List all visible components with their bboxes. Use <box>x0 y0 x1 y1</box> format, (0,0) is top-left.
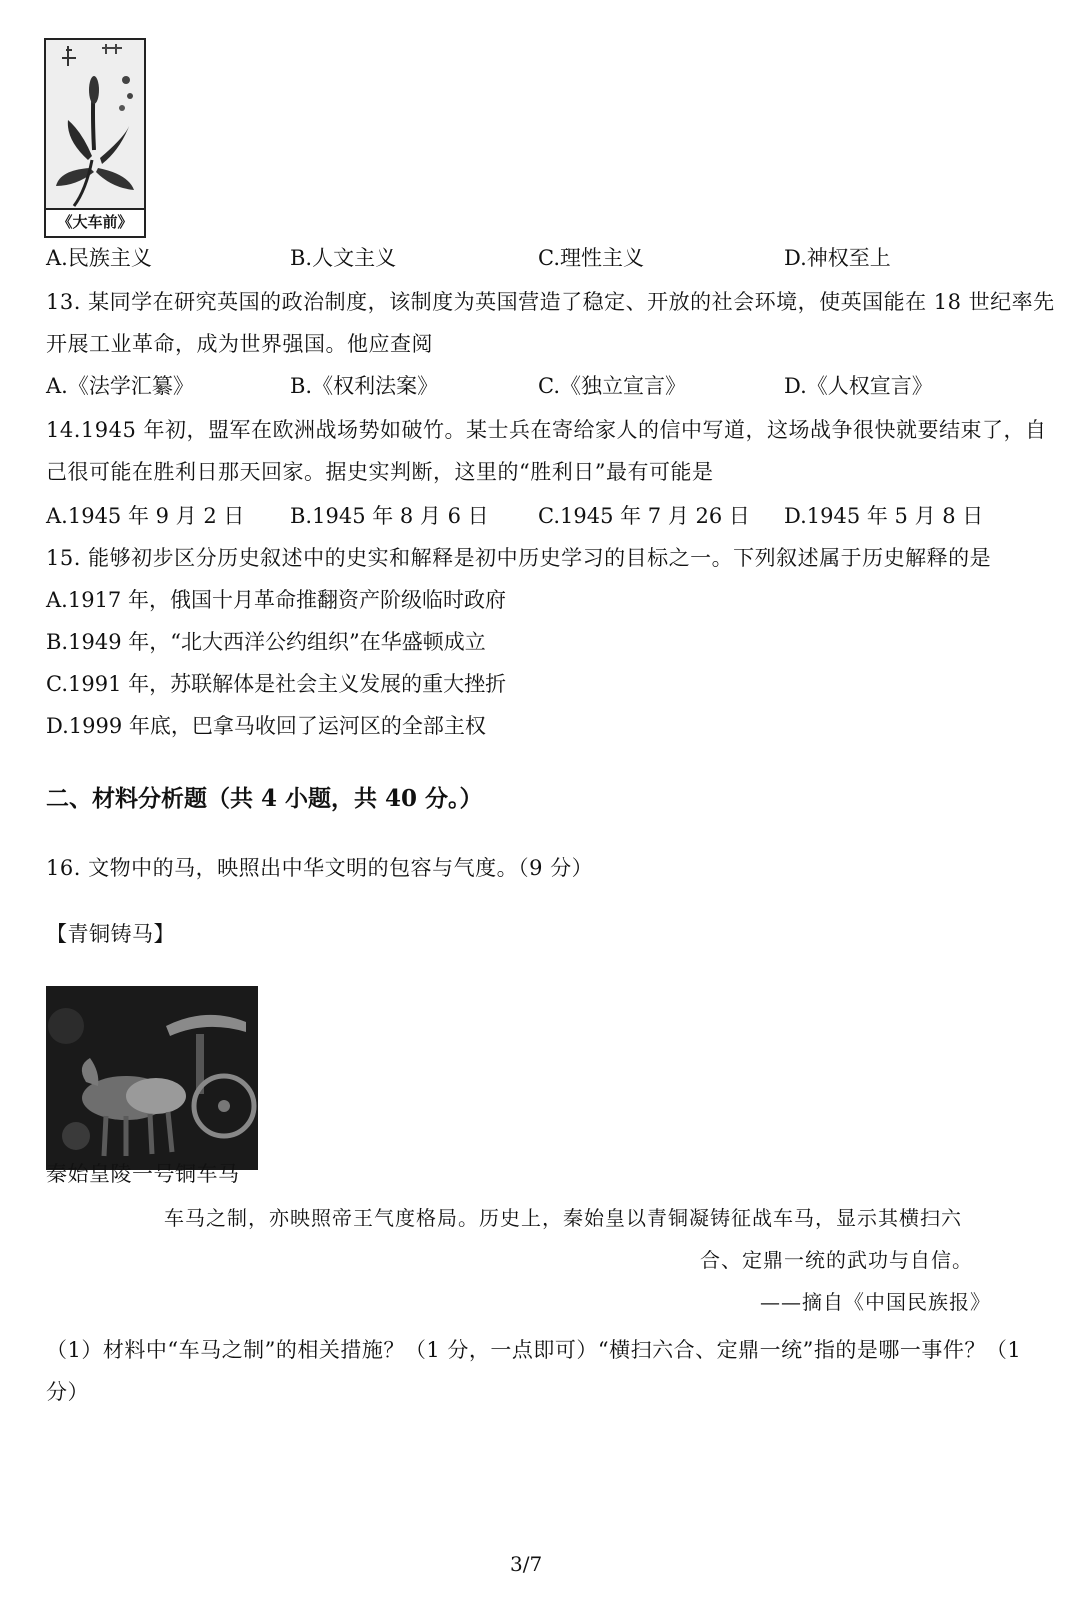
q16-subquestion-1-line1: （1）材料中“车马之制”的相关措施？（1 分，一点即可）“横扫六合、定鼎一统”指的是哪一事件？（1 <box>46 1338 1022 1362</box>
q13-stem-line2: 开展工业革命，成为世界强国。他应查阅 <box>46 332 433 356</box>
q15-option-d[interactable]: D.1999 年底，巴拿马收回了运河区的全部主权 <box>46 714 486 738</box>
q16-stem: 16. 文物中的马，映照出中华文明的包容与气度。（9 分） <box>46 856 594 880</box>
section2-heading: 二、材料分析题（共 4 小题，共 40 分。） <box>46 785 483 812</box>
q12-option-a[interactable]: A.民族主义 <box>46 246 152 270</box>
q16-material-title: 【青铜铸马】 <box>46 922 175 946</box>
q14-option-c[interactable]: C.1945 年 7 月 26 日 <box>538 504 750 528</box>
q13-stem-line1: 13. 某同学在研究英国的政治制度，该制度为英国营造了稳定、开放的社会环境，使英国能在 18 世纪率先 <box>46 290 1055 314</box>
q12-option-b[interactable]: B.人文主义 <box>290 246 397 270</box>
q14-option-a[interactable]: A.1945 年 9 月 2 日 <box>46 504 245 528</box>
herb-illustration-figure <box>44 38 146 238</box>
q15-option-b[interactable]: B.1949 年，“北大西洋公约组织”在华盛顿成立 <box>46 630 486 654</box>
q14-stem-line1: 14.1945 年初，盟军在欧洲战场势如破竹。某士兵在寄给家人的信中写道，这场战争很快就要结束了，自 <box>46 418 1047 442</box>
q12-option-c[interactable]: C.理性主义 <box>538 246 644 270</box>
q13-option-b[interactable]: B.《权利法案》 <box>290 374 439 398</box>
q16-quote-source: ——摘自《中国民族报》 <box>760 1290 991 1314</box>
q15-option-a[interactable]: A.1917 年，俄国十月革命推翻资产阶级临时政府 <box>46 588 506 612</box>
q13-option-d[interactable]: D.《人权宣言》 <box>784 374 933 398</box>
herb-figure-caption: 《大车前》 <box>46 208 144 236</box>
q13-option-c[interactable]: C.《独立宣言》 <box>538 374 686 398</box>
q13-option-a[interactable]: A.《法学汇纂》 <box>46 374 194 398</box>
page-number: 3/7 <box>510 1552 543 1576</box>
q14-stem-line2: 己很可能在胜利日那天回家。据史实判断，这里的“胜利日”最有可能是 <box>46 460 714 484</box>
q16-image-caption: 秦始皇陵一号铜车马 <box>46 1162 240 1186</box>
q15-stem: 15. 能够初步区分历史叙述中的史实和解释是初中历史学习的目标之一。下列叙述属于历史解释的是 <box>46 546 992 570</box>
herb-plant-icon <box>46 40 144 212</box>
q16-quote-line2: 合、定鼎一统的武功与自信。 <box>700 1248 973 1272</box>
q16-quote-line1: 车马之制，亦映照帝王气度格局。历史上，秦始皇以青铜凝铸征战车马，显示其横扫六 <box>164 1206 962 1230</box>
q15-option-c[interactable]: C.1991 年，苏联解体是社会主义发展的重大挫折 <box>46 672 507 696</box>
q16-subquestion-1-line2: 分） <box>46 1380 89 1404</box>
bronze-chariot-photo <box>46 986 258 1170</box>
q14-option-d[interactable]: D.1945 年 5 月 8 日 <box>784 504 984 528</box>
bronze-chariot-icon <box>46 986 258 1170</box>
q12-option-d[interactable]: D.神权至上 <box>784 246 891 270</box>
q14-option-b[interactable]: B.1945 年 8 月 6 日 <box>290 504 489 528</box>
